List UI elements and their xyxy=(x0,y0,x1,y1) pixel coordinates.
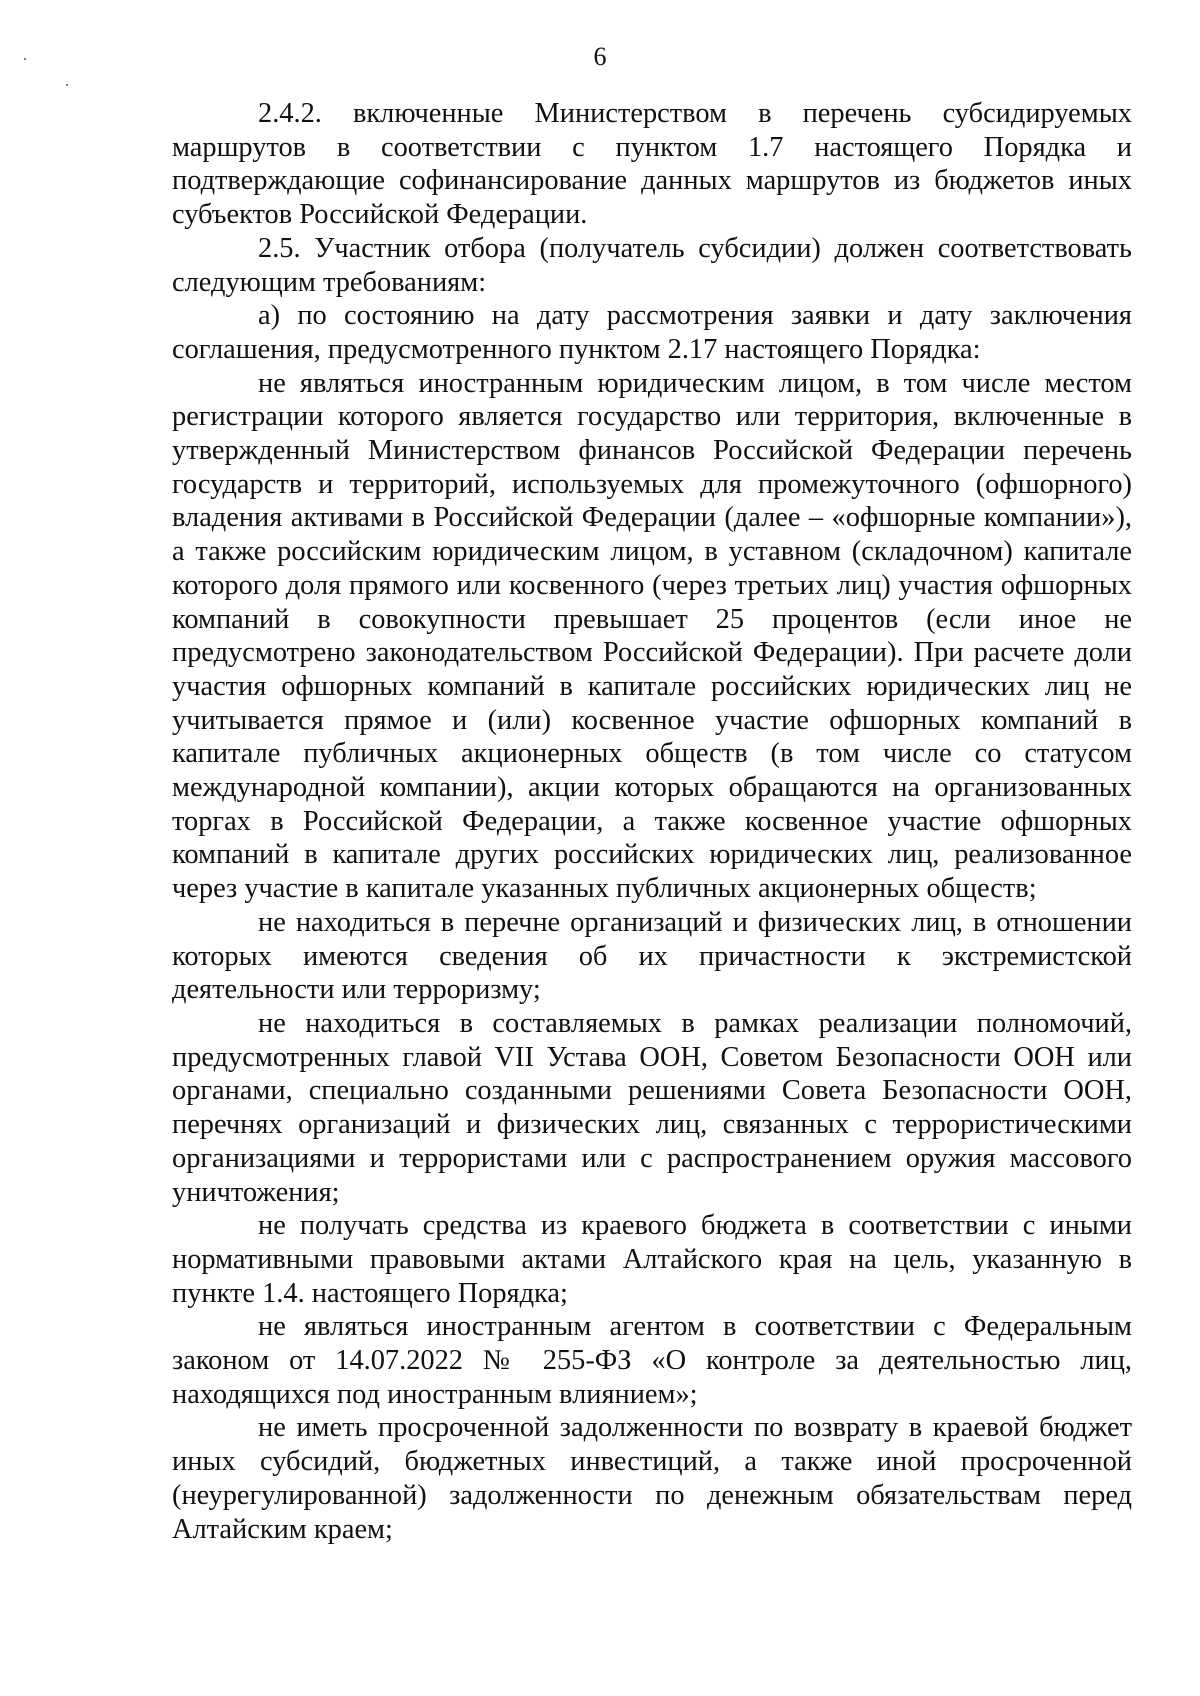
page-number: 6 xyxy=(593,42,607,71)
paragraph-offshore-requirement: не являться иностранным юридическим лицом, в том числе местом регистрации которого является государство или территория, включенные в утвержденный Министерством финансов Российской Федерации перечень государств и территорий, используемых для промежуточного (офшорного) владения активами в Российской Федерации (далее – «офшорные компании»), а также российским юридическим лицом, в уставном (складочном) капитале которого доля прямого или косвенного (через третьих лиц) участия офшорных компаний в совокупности превышает 25 процентов (если иное не предусмотрено законодательством Российской Федерации). При расчете доли участия офшорных компаний в капитале российских юридических лиц не учитывается прямое и (или) косвенное участие офшорных компаний в капитале публичных акционерных обществ (в том числе со статусом международной компании), акции которых обращаются на организованных торгах в Российской Федерации, а также косвенное участие офшорных компаний в капитале других российских юридических лиц, реализованное через участие в капитале указанных публичных акционерных обществ; xyxy=(172,367,1132,905)
paragraph-subitem-a: а) по состоянию на дату рассмотрения заявки и дату заключения соглашения, предусмотренного пунктом 2.17 настоящего Порядка: xyxy=(172,300,1132,365)
paragraph-un-sanctions-list: не находиться в составляемых в рамках реализации полномочий, предусмотренных главой VII Устава ООН, Советом Безопасности ООН или органами, специально созданными решениями Совета Безопасности ООН, перечнях организаций и физических лиц, связанных с террористическими организациями и террористами или с распространением оружия массового уничтожения; xyxy=(172,1007,1132,1208)
paragraph-2-4-2: 2.4.2. включенные Министерством в перечень субсидируемых маршрутов в соответствии с пунктом 1.7 настоящего Порядка и подтверждающие софинансирование данных маршрутов из бюджетов иных субъектов Российской Федерации. xyxy=(172,98,1132,231)
document-body xyxy=(172,97,1132,1546)
paragraph-extremism-list: не находиться в перечне организаций и физических лиц, в отношении которых имеются сведения об их причастности к экстремистской деятельности или терроризму; xyxy=(172,906,1132,1006)
scan-speck xyxy=(66,84,68,86)
scan-speck xyxy=(24,58,26,60)
paragraph-budget-funds: не получать средства из краевого бюджета в соответствии с иными нормативными правовыми актами Алтайского края на цель, указанную в пункте 1.4. настоящего Порядка; xyxy=(172,1210,1132,1309)
paragraph-2-5: 2.5. Участник отбора (получатель субсидии) должен соответствовать следующим требованиям: xyxy=(172,232,1132,298)
paragraph-overdue-debt: не иметь просроченной задолженности по возврату в краевой бюджет иных субсидий, бюджетных инвестиций, а также иной просроченной (неурегулированной) задолженности по денежным обязательствам перед Алтайским краем; xyxy=(172,1412,1132,1545)
paragraph-foreign-agent: не являться иностранным агентом в соответствии с Федеральным законом от 14.07.2022 № 255-ФЗ «О контроле за деятельностью лиц, находящихся под иностранным влиянием»; xyxy=(172,1311,1132,1410)
